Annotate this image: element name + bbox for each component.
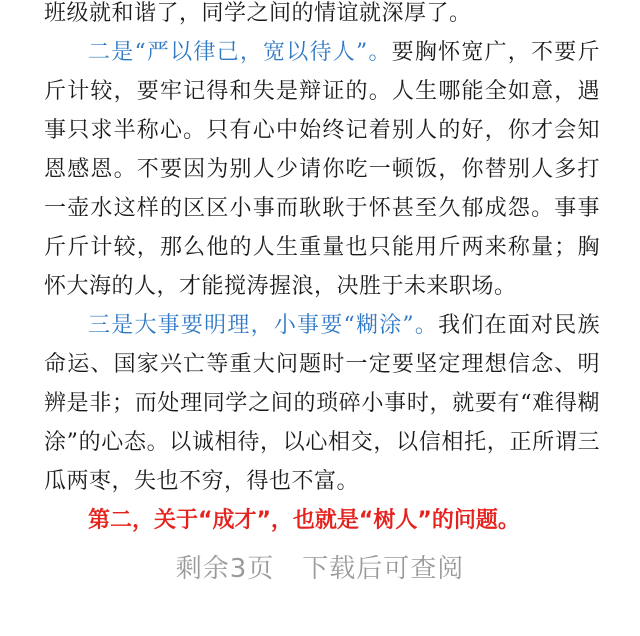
paragraph-principles-lead: 三是大事要明理，小事要“糊涂”。 <box>88 313 439 338</box>
download-to-read-label[interactable]: 下载后可查阅 <box>302 554 465 584</box>
paragraph-principles-body: 我们在面对民族命运、国家兴亡等重大问题时一定要坚定理想信念、明辨是非；而处理同学之间的琐碎小事时，就要有“难得糊涂”的心态。以诚相待，以心相交，以信相托，正所谓三瓜两枣，失也不穷，得也不富。 <box>44 313 600 494</box>
intro-paragraph: 班级就和谐了，同学之间的情谊就深厚了。 <box>44 1 472 26</box>
document-body <box>44 0 600 540</box>
paragraph-tolerance-lead: 二是“严以律己，宽以待人”。 <box>88 40 392 65</box>
paragraph-principles <box>44 306 600 501</box>
section-heading: 第二，关于“成才”，也就是“树人”的问题。 <box>88 508 520 533</box>
download-prompt[interactable] <box>0 548 640 585</box>
paragraph-tolerance-body: 要胸怀宽广，不要斤斤计较，要牢记得和失是辩证的。人生哪能全如意，遇事只求半称心。只有心中始终记着别人的好，你才会知恩感恩。不要因为别人少请你吃一顿饭，你替别人多打一壶水这样的区区小事而耿耿于怀甚至久郁成怨。事事斤斤计较，那么他的人生重量也只能用斤两来称量；胸怀大海的人，才能搅涛握浪，决胜于未来职场。 <box>44 40 600 299</box>
remaining-pages-label[interactable]: 剩余3页 <box>175 554 275 584</box>
paragraph-tolerance <box>44 33 600 306</box>
